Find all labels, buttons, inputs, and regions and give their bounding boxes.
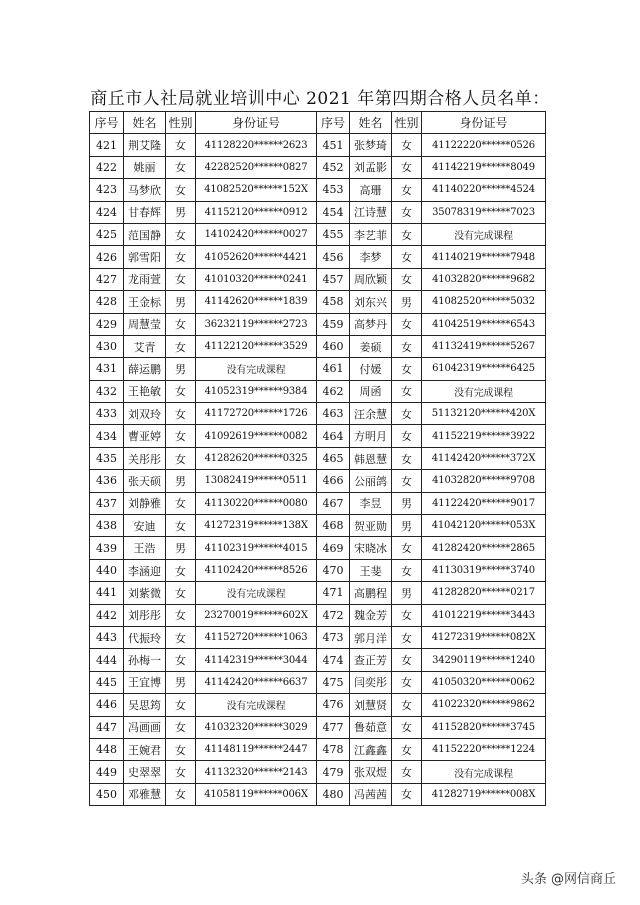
name-cell: 查正芳 — [350, 649, 392, 671]
gender-cell: 女 — [392, 425, 422, 447]
gender-cell: 女 — [166, 716, 196, 738]
id-cell: 41092619******0082 — [196, 425, 317, 447]
seq-cell: 442 — [90, 604, 124, 626]
seq-cell: 471 — [317, 582, 350, 604]
gender-cell: 女 — [392, 179, 422, 201]
table-row — [90, 537, 546, 559]
table-row — [90, 671, 546, 693]
table-row — [90, 425, 546, 447]
id-cell: 41058119******006X — [196, 783, 317, 805]
name-cell: 李昱 — [350, 492, 392, 514]
name-cell: 鲁茹意 — [350, 716, 392, 738]
table-row — [90, 358, 546, 380]
name-cell: 王斐 — [350, 559, 392, 581]
name-cell: 曹亚婷 — [124, 425, 166, 447]
table-row — [90, 268, 546, 290]
gender-cell: 女 — [392, 313, 422, 335]
seq-cell: 460 — [317, 335, 350, 357]
seq-cell: 431 — [90, 358, 124, 380]
gender-cell: 男 — [166, 291, 196, 313]
id-cell: 41122120******3529 — [196, 335, 317, 357]
name-cell: 安迪 — [124, 515, 166, 537]
gender-cell: 女 — [392, 738, 422, 760]
gender-cell: 女 — [392, 223, 422, 245]
id-cell: 41122420******9017 — [422, 492, 546, 514]
name-cell: 刘慧贤 — [350, 694, 392, 716]
id-cell: 41102319******4015 — [196, 537, 317, 559]
gender-cell: 女 — [392, 716, 422, 738]
name-cell: 高梦丹 — [350, 313, 392, 335]
gender-cell: 女 — [166, 761, 196, 783]
id-cell: 41102420******8526 — [196, 559, 317, 581]
header-gender: 性别 — [392, 112, 422, 134]
seq-cell: 461 — [317, 358, 350, 380]
name-cell: 周欣颖 — [350, 268, 392, 290]
seq-cell: 436 — [90, 470, 124, 492]
seq-cell: 422 — [90, 156, 124, 178]
gender-cell: 女 — [166, 783, 196, 805]
id-cell: 41142420******372X — [422, 447, 546, 469]
table-row — [90, 380, 546, 402]
gender-cell: 女 — [166, 694, 196, 716]
table-row — [90, 694, 546, 716]
seq-cell: 446 — [90, 694, 124, 716]
id-cell: 36232119******2723 — [196, 313, 317, 335]
gender-cell: 男 — [392, 515, 422, 537]
id-cell: 42282520******0827 — [196, 156, 317, 178]
gender-cell: 女 — [166, 313, 196, 335]
name-cell: 汪余慧 — [350, 403, 392, 425]
table-row — [90, 291, 546, 313]
gender-cell: 女 — [166, 179, 196, 201]
id-cell: 41282719******008X — [422, 783, 546, 805]
id-cell: 41032820******9708 — [422, 470, 546, 492]
seq-cell: 455 — [317, 223, 350, 245]
table-row — [90, 492, 546, 514]
id-cell: 41012219******3443 — [422, 604, 546, 626]
name-cell: 刘静雅 — [124, 492, 166, 514]
name-cell: 张天硕 — [124, 470, 166, 492]
name-cell: 刘紫微 — [124, 582, 166, 604]
gender-cell: 女 — [166, 223, 196, 245]
seq-cell: 464 — [317, 425, 350, 447]
id-cell: 41282420******2865 — [422, 537, 546, 559]
id-cell: 41042120******053X — [422, 515, 546, 537]
seq-cell: 441 — [90, 582, 124, 604]
gender-cell: 女 — [166, 447, 196, 469]
id-cell: 41282620******0325 — [196, 447, 317, 469]
id-cell: 61042319******6425 — [422, 358, 546, 380]
header-row — [90, 112, 546, 134]
seq-cell: 448 — [90, 738, 124, 760]
name-cell: 刘双玲 — [124, 403, 166, 425]
seq-cell: 450 — [90, 783, 124, 805]
seq-cell: 474 — [317, 649, 350, 671]
id-cell: 没有完成课程 — [422, 380, 546, 402]
id-cell: 41050320******0062 — [422, 671, 546, 693]
table-row — [90, 134, 546, 156]
table-row — [90, 783, 546, 805]
gender-cell: 女 — [392, 403, 422, 425]
seq-cell: 421 — [90, 134, 124, 156]
table-row — [90, 246, 546, 268]
seq-cell: 458 — [317, 291, 350, 313]
id-cell: 41142620******1839 — [196, 291, 317, 313]
seq-cell: 438 — [90, 515, 124, 537]
gender-cell: 女 — [392, 649, 422, 671]
gender-cell: 男 — [166, 470, 196, 492]
header-id: 身份证号 — [196, 112, 317, 134]
name-cell: 史翠翠 — [124, 761, 166, 783]
gender-cell: 女 — [392, 380, 422, 402]
gender-cell: 女 — [392, 783, 422, 805]
name-cell: 付媛 — [350, 358, 392, 380]
seq-cell: 437 — [90, 492, 124, 514]
seq-cell: 451 — [317, 134, 350, 156]
header-id: 身份证号 — [422, 112, 546, 134]
gender-cell: 男 — [166, 537, 196, 559]
id-cell: 41132419******5267 — [422, 335, 546, 357]
id-cell: 41172720******1726 — [196, 403, 317, 425]
table-row — [90, 515, 546, 537]
seq-cell: 453 — [317, 179, 350, 201]
id-cell: 35078319******7023 — [422, 201, 546, 223]
id-cell: 13082419******0511 — [196, 470, 317, 492]
name-cell: 江鑫鑫 — [350, 738, 392, 760]
gender-cell: 女 — [392, 470, 422, 492]
seq-cell: 426 — [90, 246, 124, 268]
gender-cell: 女 — [166, 268, 196, 290]
gender-cell: 女 — [166, 403, 196, 425]
name-cell: 王宜博 — [124, 671, 166, 693]
seq-cell: 468 — [317, 515, 350, 537]
seq-cell: 447 — [90, 716, 124, 738]
name-cell: 李涵迎 — [124, 559, 166, 581]
seq-cell: 434 — [90, 425, 124, 447]
seq-cell: 429 — [90, 313, 124, 335]
id-cell: 没有完成课程 — [196, 694, 317, 716]
table-row — [90, 738, 546, 760]
watermark: 头条 @网信商丘 — [520, 872, 616, 887]
gender-cell: 男 — [392, 492, 422, 514]
name-cell: 周慧莹 — [124, 313, 166, 335]
name-cell: 周函 — [350, 380, 392, 402]
seq-cell: 433 — [90, 403, 124, 425]
gender-cell: 女 — [166, 156, 196, 178]
name-cell: 荆艾隆 — [124, 134, 166, 156]
header-seq: 序号 — [90, 112, 124, 134]
seq-cell: 452 — [317, 156, 350, 178]
seq-cell: 469 — [317, 537, 350, 559]
table-row — [90, 403, 546, 425]
seq-cell: 430 — [90, 335, 124, 357]
gender-cell: 女 — [392, 626, 422, 648]
name-cell: 韩恩慧 — [350, 447, 392, 469]
gender-cell: 女 — [392, 246, 422, 268]
gender-cell: 女 — [392, 156, 422, 178]
name-cell: 李梦 — [350, 246, 392, 268]
id-cell: 41152120******0912 — [196, 201, 317, 223]
id-cell: 41130319******3740 — [422, 559, 546, 581]
name-cell: 王金标 — [124, 291, 166, 313]
id-cell: 41152720******1063 — [196, 626, 317, 648]
document-title: 商丘市人社局就业培训中心 2021 年第四期合格人员名单： — [90, 89, 550, 109]
gender-cell: 男 — [166, 201, 196, 223]
gender-cell: 女 — [166, 626, 196, 648]
gender-cell: 女 — [392, 335, 422, 357]
id-cell: 41152219******3922 — [422, 425, 546, 447]
name-cell: 龙雨萱 — [124, 268, 166, 290]
id-cell: 41052319******9384 — [196, 380, 317, 402]
name-cell: 刘彤彤 — [124, 604, 166, 626]
name-cell: 刘孟影 — [350, 156, 392, 178]
seq-cell: 475 — [317, 671, 350, 693]
gender-cell: 女 — [166, 649, 196, 671]
table-row — [90, 223, 546, 245]
gender-cell: 女 — [392, 537, 422, 559]
seq-cell: 459 — [317, 313, 350, 335]
name-cell: 甘春辉 — [124, 201, 166, 223]
name-cell: 艾青 — [124, 335, 166, 357]
seq-cell: 449 — [90, 761, 124, 783]
id-cell: 没有完成课程 — [422, 223, 546, 245]
id-cell: 34290119******1240 — [422, 649, 546, 671]
seq-cell: 443 — [90, 626, 124, 648]
name-cell: 李艺菲 — [350, 223, 392, 245]
gender-cell: 女 — [166, 515, 196, 537]
name-cell: 王浩 — [124, 537, 166, 559]
name-cell: 关彤彤 — [124, 447, 166, 469]
name-cell: 马梦欣 — [124, 179, 166, 201]
gender-cell: 女 — [166, 335, 196, 357]
seq-cell: 444 — [90, 649, 124, 671]
id-cell: 41128220******2623 — [196, 134, 317, 156]
name-cell: 郭月洋 — [350, 626, 392, 648]
table-row — [90, 470, 546, 492]
seq-cell: 423 — [90, 179, 124, 201]
gender-cell: 女 — [392, 694, 422, 716]
id-cell: 41022320******9862 — [422, 694, 546, 716]
seq-cell: 435 — [90, 447, 124, 469]
gender-cell: 女 — [166, 582, 196, 604]
gender-cell: 女 — [392, 447, 422, 469]
table-row — [90, 626, 546, 648]
seq-cell: 473 — [317, 626, 350, 648]
seq-cell: 479 — [317, 761, 350, 783]
id-cell: 41142319******3044 — [196, 649, 317, 671]
name-cell: 江诗慧 — [350, 201, 392, 223]
seq-cell: 480 — [317, 783, 350, 805]
gender-cell: 女 — [166, 380, 196, 402]
gender-cell: 女 — [166, 559, 196, 581]
table-row — [90, 313, 546, 335]
id-cell: 41152220******1224 — [422, 738, 546, 760]
name-cell: 代振玲 — [124, 626, 166, 648]
seq-cell: 432 — [90, 380, 124, 402]
header-gender: 性别 — [166, 112, 196, 134]
header-name: 姓名 — [350, 112, 392, 134]
name-cell: 宋晓冰 — [350, 537, 392, 559]
table-row — [90, 649, 546, 671]
name-cell: 张梦琦 — [350, 134, 392, 156]
gender-cell: 女 — [392, 201, 422, 223]
seq-cell: 467 — [317, 492, 350, 514]
seq-cell: 477 — [317, 716, 350, 738]
id-cell: 没有完成课程 — [196, 582, 317, 604]
gender-cell: 女 — [166, 604, 196, 626]
gender-cell: 女 — [166, 246, 196, 268]
id-cell: 41032820******9682 — [422, 268, 546, 290]
id-cell: 41082520******152X — [196, 179, 317, 201]
name-cell: 吴思筠 — [124, 694, 166, 716]
id-cell: 51132120******420X — [422, 403, 546, 425]
name-cell: 孙梅一 — [124, 649, 166, 671]
seq-cell: 456 — [317, 246, 350, 268]
gender-cell: 女 — [392, 268, 422, 290]
name-cell: 闫奕彤 — [350, 671, 392, 693]
table-row — [90, 761, 546, 783]
gender-cell: 女 — [392, 358, 422, 380]
name-cell: 刘东兴 — [350, 291, 392, 313]
gender-cell: 女 — [392, 604, 422, 626]
name-cell: 范国静 — [124, 223, 166, 245]
seq-cell: 466 — [317, 470, 350, 492]
id-cell: 41142420******6637 — [196, 671, 317, 693]
seq-cell: 424 — [90, 201, 124, 223]
id-cell: 没有完成课程 — [422, 761, 546, 783]
name-cell: 王婉君 — [124, 738, 166, 760]
seq-cell: 470 — [317, 559, 350, 581]
name-cell: 姚丽 — [124, 156, 166, 178]
header-seq: 序号 — [317, 112, 350, 134]
seq-cell: 445 — [90, 671, 124, 693]
gender-cell: 女 — [392, 559, 422, 581]
gender-cell: 男 — [392, 582, 422, 604]
gender-cell: 女 — [392, 761, 422, 783]
name-cell: 王艳敏 — [124, 380, 166, 402]
name-cell: 公丽鸽 — [350, 470, 392, 492]
table-row — [90, 716, 546, 738]
name-cell: 冯画画 — [124, 716, 166, 738]
gender-cell: 女 — [392, 671, 422, 693]
id-cell: 41130220******0080 — [196, 492, 317, 514]
id-cell: 14102420******0027 — [196, 223, 317, 245]
name-cell: 张双煜 — [350, 761, 392, 783]
id-cell: 41272319******082X — [422, 626, 546, 648]
roster-body — [90, 134, 546, 806]
gender-cell: 女 — [166, 492, 196, 514]
id-cell: 41272319******138X — [196, 515, 317, 537]
name-cell: 魏金芳 — [350, 604, 392, 626]
table-row — [90, 156, 546, 178]
id-cell: 41042519******6543 — [422, 313, 546, 335]
id-cell: 41140219******7948 — [422, 246, 546, 268]
table-row — [90, 559, 546, 581]
seq-cell: 476 — [317, 694, 350, 716]
table-row — [90, 447, 546, 469]
id-cell: 41032320******3029 — [196, 716, 317, 738]
name-cell: 高珊 — [350, 179, 392, 201]
id-cell: 没有完成课程 — [196, 358, 317, 380]
gender-cell: 女 — [166, 425, 196, 447]
seq-cell: 457 — [317, 268, 350, 290]
name-cell: 冯茜茜 — [350, 783, 392, 805]
gender-cell: 女 — [166, 738, 196, 760]
table-row — [90, 335, 546, 357]
id-cell: 41152820******3745 — [422, 716, 546, 738]
seq-cell: 425 — [90, 223, 124, 245]
name-cell: 贺亚勋 — [350, 515, 392, 537]
id-cell: 41282820******0217 — [422, 582, 546, 604]
table-row — [90, 179, 546, 201]
id-cell: 41052620******4421 — [196, 246, 317, 268]
seq-cell: 454 — [317, 201, 350, 223]
seq-cell: 463 — [317, 403, 350, 425]
name-cell: 邓雅慧 — [124, 783, 166, 805]
id-cell: 41132320******2143 — [196, 761, 317, 783]
gender-cell: 男 — [392, 291, 422, 313]
name-cell: 薛运鹏 — [124, 358, 166, 380]
id-cell: 41010320******0241 — [196, 268, 317, 290]
name-cell: 姜硕 — [350, 335, 392, 357]
table-row — [90, 604, 546, 626]
seq-cell: 440 — [90, 559, 124, 581]
gender-cell: 女 — [392, 134, 422, 156]
seq-cell: 439 — [90, 537, 124, 559]
header-name: 姓名 — [124, 112, 166, 134]
seq-cell: 465 — [317, 447, 350, 469]
gender-cell: 男 — [166, 671, 196, 693]
table-row — [90, 201, 546, 223]
seq-cell: 462 — [317, 380, 350, 402]
id-cell: 41148119******2447 — [196, 738, 317, 760]
name-cell: 方明月 — [350, 425, 392, 447]
gender-cell: 女 — [166, 134, 196, 156]
seq-cell: 472 — [317, 604, 350, 626]
seq-cell: 428 — [90, 291, 124, 313]
id-cell: 23270019******602X — [196, 604, 317, 626]
name-cell: 郭雪阳 — [124, 246, 166, 268]
id-cell: 41140220******4524 — [422, 179, 546, 201]
name-cell: 高鹏程 — [350, 582, 392, 604]
table-row — [90, 582, 546, 604]
id-cell: 41142219******8049 — [422, 156, 546, 178]
id-cell: 41122220******0526 — [422, 134, 546, 156]
id-cell: 41082520******5032 — [422, 291, 546, 313]
seq-cell: 478 — [317, 738, 350, 760]
roster-table — [89, 111, 546, 806]
seq-cell: 427 — [90, 268, 124, 290]
gender-cell: 男 — [166, 358, 196, 380]
